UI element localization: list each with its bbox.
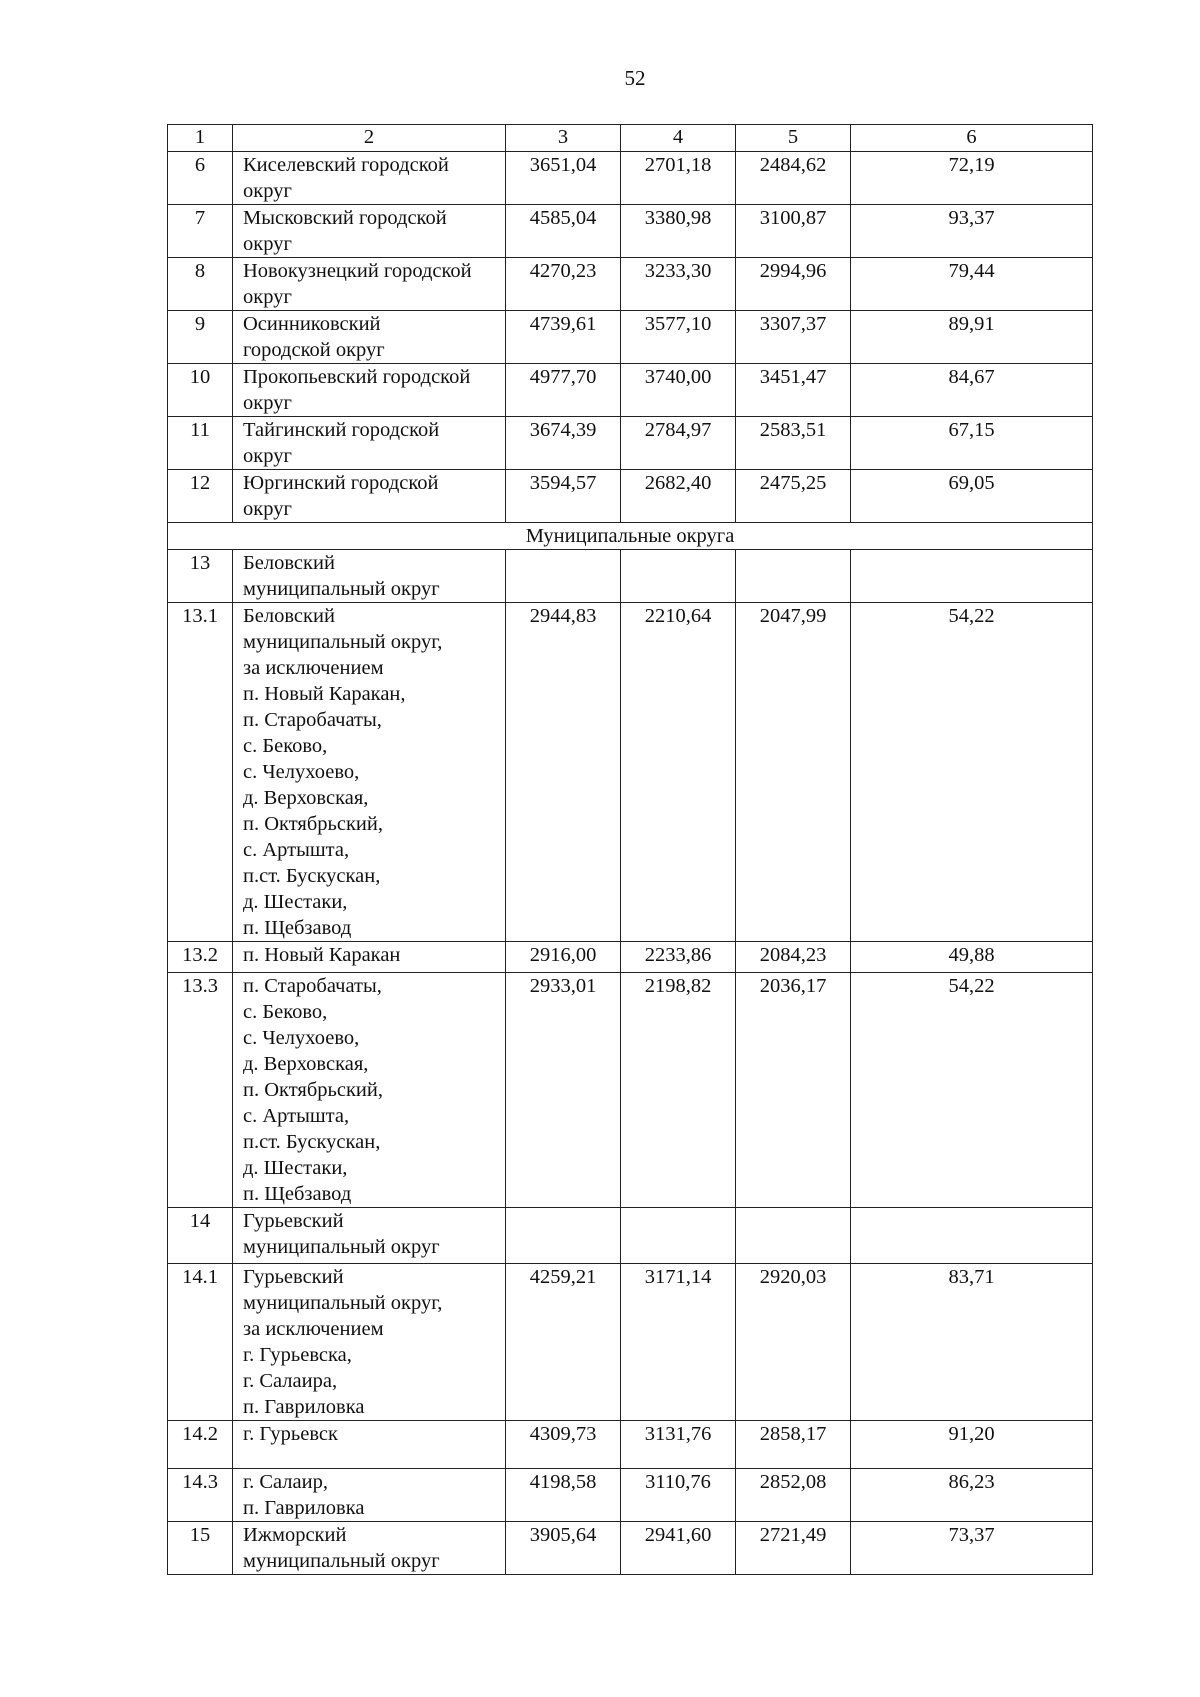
row-number: 14 (168, 1208, 233, 1264)
value-col3: 4739,61 (506, 311, 621, 364)
section-title: Муниципальные округа (168, 523, 1093, 550)
value-col3 (506, 1208, 621, 1264)
value-col5: 3307,37 (736, 311, 851, 364)
value-col5: 2721,49 (736, 1522, 851, 1575)
value-col4: 2210,64 (621, 603, 736, 942)
value-col5: 2036,17 (736, 973, 851, 1208)
value-col3: 2933,01 (506, 973, 621, 1208)
value-col4: 2233,86 (621, 942, 736, 973)
table-row (168, 205, 1093, 258)
table-row (168, 417, 1093, 470)
value-col6 (851, 1208, 1093, 1264)
value-col6: 54,22 (851, 603, 1093, 942)
section-row (168, 523, 1093, 550)
row-number: 6 (168, 152, 233, 205)
value-col3: 2944,83 (506, 603, 621, 942)
value-col4: 3110,76 (621, 1469, 736, 1522)
row-number: 15 (168, 1522, 233, 1575)
value-col4: 3577,10 (621, 311, 736, 364)
row-name: Беловский муниципальный округ, за исключением п. Новый Каракан, п. Старобачаты, с. Беково, с. Челухоево, д. Верховская, п. Октябрьский, с. Артышта, п.ст. Бускускан, д. Шестаки, п. Щебзавод (233, 603, 506, 942)
value-col6: 91,20 (851, 1421, 1093, 1469)
value-col3: 2916,00 (506, 942, 621, 973)
value-col6 (851, 550, 1093, 603)
value-col3: 3651,04 (506, 152, 621, 205)
table-row (168, 311, 1093, 364)
value-col5: 2994,96 (736, 258, 851, 311)
header-cell: 4 (621, 125, 736, 152)
header-cell: 1 (168, 125, 233, 152)
table-row (168, 152, 1093, 205)
value-col4: 2682,40 (621, 470, 736, 523)
table-row (168, 470, 1093, 523)
row-number: 13.3 (168, 973, 233, 1208)
value-col5: 2852,08 (736, 1469, 851, 1522)
value-col6: 79,44 (851, 258, 1093, 311)
value-col4: 3740,00 (621, 364, 736, 417)
row-number: 12 (168, 470, 233, 523)
row-number: 13.1 (168, 603, 233, 942)
value-col4: 3233,30 (621, 258, 736, 311)
table-row (168, 1208, 1093, 1264)
row-number: 14.2 (168, 1421, 233, 1469)
table-row (168, 550, 1093, 603)
value-col5: 2475,25 (736, 470, 851, 523)
value-col4: 2784,97 (621, 417, 736, 470)
value-col5: 2084,23 (736, 942, 851, 973)
row-name: Тайгинский городской округ (233, 417, 506, 470)
row-name: г. Гурьевск (233, 1421, 506, 1469)
value-col6: 69,05 (851, 470, 1093, 523)
value-col4: 3171,14 (621, 1264, 736, 1421)
value-col4: 2701,18 (621, 152, 736, 205)
row-name: Гурьевский муниципальный округ, за исключением г. Гурьевска, г. Салаира, п. Гавриловка (233, 1264, 506, 1421)
value-col6: 73,37 (851, 1522, 1093, 1575)
row-number: 9 (168, 311, 233, 364)
row-name: п. Новый Каракан (233, 942, 506, 973)
row-name: Новокузнецкий городской округ (233, 258, 506, 311)
table-row (168, 258, 1093, 311)
table-row (168, 1264, 1093, 1421)
row-number: 11 (168, 417, 233, 470)
value-col3: 4309,73 (506, 1421, 621, 1469)
table-row (168, 973, 1093, 1208)
value-col5: 2920,03 (736, 1264, 851, 1421)
value-col5: 2484,62 (736, 152, 851, 205)
table-row (168, 1421, 1093, 1469)
value-col3: 4585,04 (506, 205, 621, 258)
table-row (168, 1469, 1093, 1522)
value-col3: 3594,57 (506, 470, 621, 523)
row-number: 8 (168, 258, 233, 311)
value-col5 (736, 1208, 851, 1264)
row-name: Гурьевский муниципальный округ (233, 1208, 506, 1264)
value-col6: 67,15 (851, 417, 1093, 470)
value-col3: 3905,64 (506, 1522, 621, 1575)
row-name: Киселевский городской округ (233, 152, 506, 205)
table-row (168, 1522, 1093, 1575)
value-col3: 4259,21 (506, 1264, 621, 1421)
header-cell: 3 (506, 125, 621, 152)
value-col4: 2941,60 (621, 1522, 736, 1575)
value-col4: 2198,82 (621, 973, 736, 1208)
value-col6: 86,23 (851, 1469, 1093, 1522)
value-col3: 4270,23 (506, 258, 621, 311)
value-col6: 84,67 (851, 364, 1093, 417)
header-row (168, 125, 1093, 152)
table-row (168, 603, 1093, 942)
value-col6: 83,71 (851, 1264, 1093, 1421)
value-col5 (736, 550, 851, 603)
value-col6: 93,37 (851, 205, 1093, 258)
header-cell: 5 (736, 125, 851, 152)
value-col5: 2583,51 (736, 417, 851, 470)
row-name: Беловский муниципальный округ (233, 550, 506, 603)
value-col3 (506, 550, 621, 603)
row-number: 10 (168, 364, 233, 417)
value-col5: 3451,47 (736, 364, 851, 417)
header-cell: 2 (233, 125, 506, 152)
row-name: п. Старобачаты, с. Беково, с. Челухоево, д. Верховская, п. Октябрьский, с. Артышта, п.ст. Бускускан, д. Шестаки, п. Щебзавод (233, 973, 506, 1208)
page-number: 52 (624, 66, 646, 90)
row-name: Прокопьевский городской округ (233, 364, 506, 417)
value-col4 (621, 1208, 736, 1264)
row-name: г. Салаир, п. Гавриловка (233, 1469, 506, 1522)
value-col6: 72,19 (851, 152, 1093, 205)
row-number: 7 (168, 205, 233, 258)
tariff-table (167, 124, 1093, 1575)
value-col4: 3380,98 (621, 205, 736, 258)
row-number: 14.1 (168, 1264, 233, 1421)
table-row (168, 942, 1093, 973)
value-col6: 89,91 (851, 311, 1093, 364)
value-col3: 4977,70 (506, 364, 621, 417)
value-col3: 4198,58 (506, 1469, 621, 1522)
value-col5: 2858,17 (736, 1421, 851, 1469)
row-number: 13 (168, 550, 233, 603)
row-name: Юргинский городской округ (233, 470, 506, 523)
value-col6: 54,22 (851, 973, 1093, 1208)
value-col4 (621, 550, 736, 603)
value-col4: 3131,76 (621, 1421, 736, 1469)
row-number: 14.3 (168, 1469, 233, 1522)
row-name: Мысковский городской округ (233, 205, 506, 258)
row-name: Осинниковский городской округ (233, 311, 506, 364)
header-cell: 6 (851, 125, 1093, 152)
row-number: 13.2 (168, 942, 233, 973)
table-row (168, 364, 1093, 417)
value-col5: 2047,99 (736, 603, 851, 942)
value-col6: 49,88 (851, 942, 1093, 973)
row-name: Ижморский муниципальный округ (233, 1522, 506, 1575)
value-col3: 3674,39 (506, 417, 621, 470)
value-col5: 3100,87 (736, 205, 851, 258)
